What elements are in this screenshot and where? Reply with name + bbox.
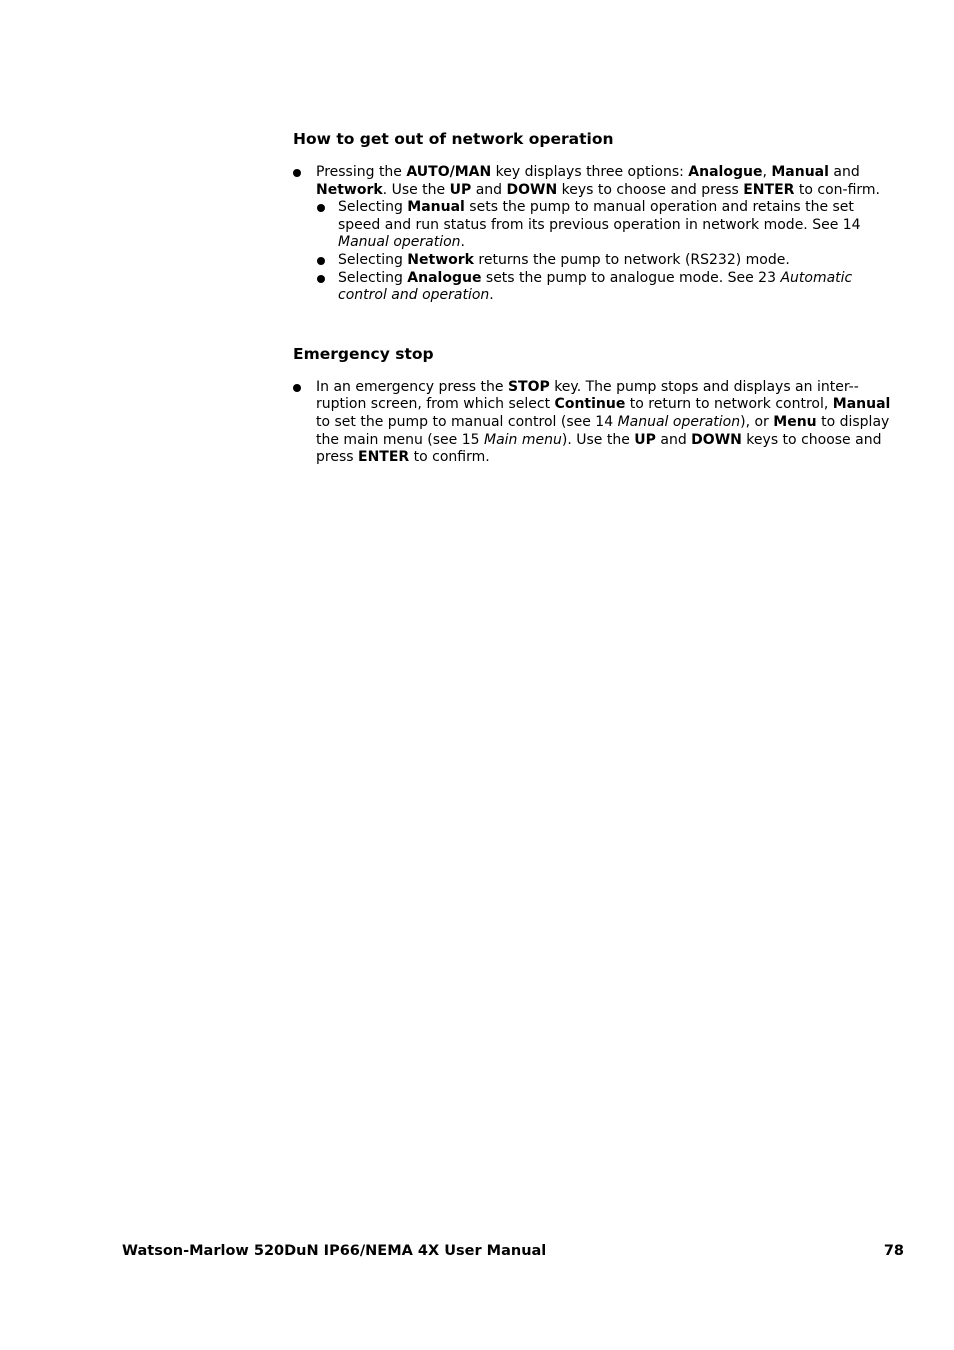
bullet-icon — [293, 169, 301, 177]
page-content — [293, 128, 895, 467]
list-item — [293, 164, 895, 305]
sub-bullet-list — [316, 199, 895, 305]
list-item — [293, 379, 895, 467]
bullet-icon — [317, 257, 325, 265]
item-text: Selecting Analogue sets the pump to analogue mode. See 23 Automatic control and operation. — [338, 269, 853, 304]
bullet-icon — [293, 384, 301, 392]
sub-list-item — [316, 270, 895, 305]
bullet-list — [293, 379, 895, 467]
section-network-exit — [293, 128, 895, 305]
sub-list-item — [316, 252, 895, 270]
bullet-list — [293, 164, 895, 305]
footer-title: Watson-Marlow 520DuN IP66/NEMA 4X User Manual — [122, 1243, 547, 1259]
page-number: 78 — [883, 1243, 904, 1259]
item-text: Selecting Network returns the pump to network (RS232) mode. — [338, 251, 790, 268]
item-text: Selecting Manual sets the pump to manual operation and retains the set speed and run status from its previous operation in network mode. See 14 Manual operation. — [338, 199, 861, 251]
section-heading: How to get out of network operation — [293, 130, 614, 148]
bullet-icon — [317, 204, 325, 212]
bullet-icon — [317, 275, 325, 283]
item-text: In an emergency press the STOP key. The pump stops and displays an inter-ruption screen, from which select Continue to return to network control, Manual to set the pump to manual control (see 14 Manual operation), or Menu to display the main menu (see 15 Main menu). Use the UP and DOWN keys to choose and press ENTER to confirm. — [316, 378, 891, 466]
sub-list-item — [316, 199, 895, 252]
section-heading: Emergency stop — [293, 344, 434, 363]
item-text: Pressing the AUTO/MAN key displays three options: Analogue, Manual and Network. Use the UP and DOWN keys to choose and press ENTER to con-firm. — [316, 164, 880, 198]
section-emergency-stop — [293, 343, 895, 467]
